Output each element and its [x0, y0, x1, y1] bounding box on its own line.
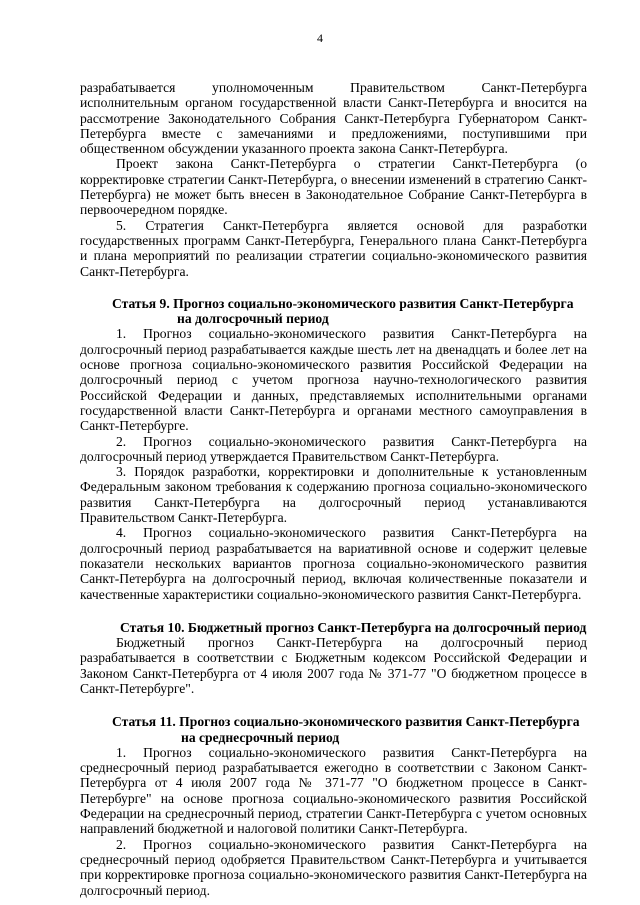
article-11-title-line-2: на среднесрочный период	[181, 729, 340, 745]
article-10-paragraph-1: Бюджетный прогноз Санкт-Петербурга на долгосрочный период разрабатывается в соответствии с Бюджетным кодексом Российской Федерации и Законом Санкт-Петербурга от 4 июля 2007 года № 371-77 "О бюджетном процессе в Санкт-Петербурге".	[80, 635, 587, 696]
article-9-paragraph-2: 2. Прогноз социально-экономического развития Санкт-Петербурга на долгосрочный период утверждается Правительством Санкт-Петербурга.	[80, 433, 587, 464]
document-body	[80, 80, 587, 898]
article-9-title-line-1: Статья 9. Прогноз социально-экономического развития Санкт-Петербурга	[112, 295, 574, 311]
article-11-paragraph-1: 1. Прогноз социально-экономического развития Санкт-Петербурга на среднесрочный период разрабатывается ежегодно в соответствии с Законом Санкт-Петербурга от 4 июля 2007 года № 371-77 "О бюджетном процессе в Санкт-Петербурге" на основе прогноза социально-экономического развития Российской Федерации на среднесрочный период, стратегии Санкт-Петербурга с учетом основных направлений бюджетной и налоговой политики Санкт-Петербурга.	[80, 744, 587, 837]
intro-paragraph-1: разрабатывается уполномоченным Правительством Санкт-Петербурга исполнительным органом государственной власти Санкт-Петербурга и вносится на рассмотрение Законодательного Собрания Санкт-Петербурга Губернатором Санкт-Петербурга вместе с замечаниями и предложениями, поступившими при общественном обсуждении указанного проекта закона Санкт-Петербурга.	[80, 80, 587, 157]
article-10-heading: Статья 10. Бюджетный прогноз Санкт-Петербурга на долгосрочный период	[120, 619, 587, 635]
article-9-title-line-2: на долгосрочный период	[177, 311, 329, 327]
article-11-heading	[80, 714, 587, 745]
article-9-paragraph-3: 3. Порядок разработки, корректировки и дополнительные к установленным Федеральным законом требования к содержанию прогноза социально-экономического развития Санкт-Петербурга на долгосрочный период устанавливаются Правительством Санкт-Петербурга.	[80, 464, 587, 526]
article-9-paragraph-1: 1. Прогноз социально-экономического развития Санкт-Петербурга на долгосрочный период разрабатывается каждые шесть лет на двенадцать и более лет на основе прогноза социально-экономического развития Российской Федерации на долгосрочный период с учетом прогноза научно-технологического развития Российской Федерации и данных, представляемых исполнительными органами государственной власти Санкт-Петербурга и органами местного самоуправления в Санкт-Петербурге.	[80, 326, 587, 434]
article-9-heading	[80, 296, 587, 327]
intro-paragraph-2: Проект закона Санкт-Петербурга о стратегии Санкт-Петербурга (о корректировке стратегии Санкт-Петербурга, о внесении изменений в стратегию Санкт-Петербурга) не может быть внесен в Законодательное Собрание Санкт-Петербурга в первоочередном порядке.	[80, 156, 587, 218]
page-number: 4	[317, 31, 323, 45]
article-11-paragraph-2: 2. Прогноз социально-экономического развития Санкт-Петербурга на среднесрочный период одобряется Правительством Санкт-Петербурга и учитывается при корректировке прогноза социально-экономического развития Санкт-Петербурга на долгосрочный период.	[80, 836, 587, 898]
article-9-paragraph-4: 4. Прогноз социально-экономического развития Санкт-Петербурга на долгосрочный период разрабатывается на вариативной основе и содержит целевые показатели нескольких вариантов прогноза социально-экономического развития Санкт-Петербурга на долгосрочный период, включая количественные показатели и качественные характеристики социально-экономического развития Санкт-Петербурга.	[80, 525, 587, 602]
intro-paragraph-3: 5. Стратегия Санкт-Петербурга является основой для разработки государственных программ Санкт-Петербурга, Генерального плана Санкт-Петербурга и плана мероприятий по реализации стратегии социально-экономического развития Санкт-Петербурга.	[80, 217, 587, 279]
article-11-title-line-1: Статья 11. Прогноз социально-экономического развития Санкт-Петербурга	[112, 714, 580, 730]
